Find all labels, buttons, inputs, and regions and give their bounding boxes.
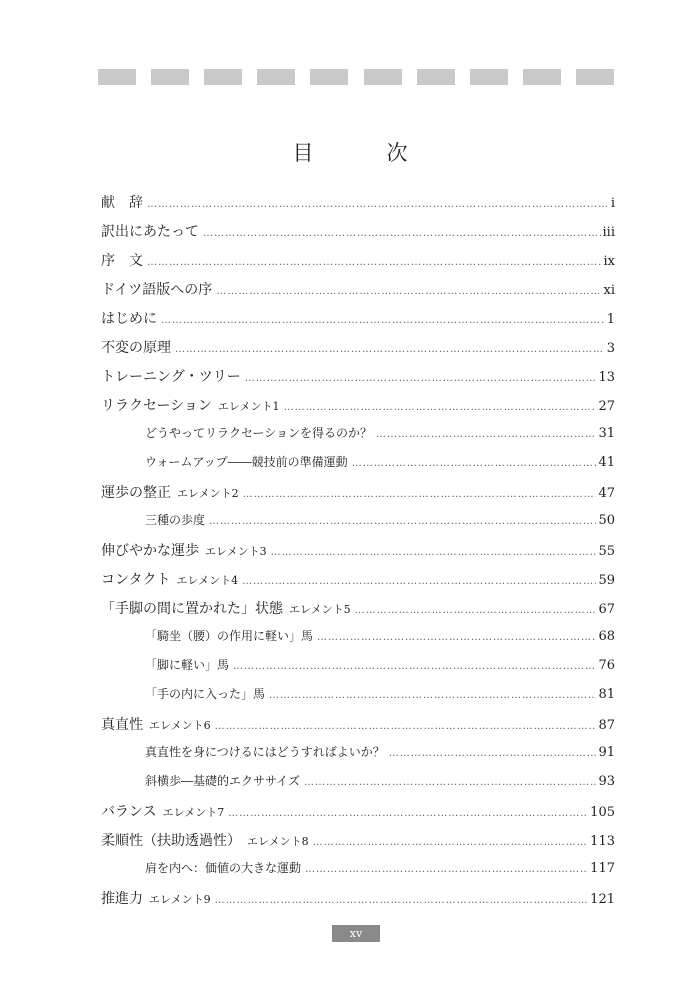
- toc-entry-element: エレメント5: [289, 603, 351, 616]
- toc-entry-title: 真直性: [101, 717, 143, 733]
- toc-entry-page: 91: [598, 745, 615, 760]
- toc-entry-page: 76: [598, 658, 615, 673]
- dot-leader: [216, 286, 601, 297]
- toc-entry: [145, 859, 615, 876]
- header-bar: [257, 69, 295, 85]
- toc-entry-page: 81: [598, 687, 615, 702]
- toc-entry: [145, 453, 615, 470]
- toc-entry-title: はじめに: [101, 311, 157, 327]
- toc-entry-element: エレメント6: [149, 719, 211, 732]
- toc-entry-title: コンタクト: [101, 572, 171, 588]
- dot-leader: [271, 547, 597, 558]
- toc-entry-title: 肩を内へ：価値の大きな運動: [145, 861, 302, 875]
- dot-leader: [161, 315, 605, 326]
- toc-entry-title: 「手脚の間に置かれた」状態: [101, 601, 283, 617]
- dot-leader: [203, 228, 601, 239]
- page-number: xv: [332, 925, 380, 942]
- dot-leader: [147, 257, 602, 268]
- toc-entry: [101, 540, 615, 560]
- toc-entry-title: どうやってリラクセーションを得るのか？: [145, 426, 373, 440]
- toc-entry-page: 3: [606, 341, 615, 356]
- toc-entry-title: トレーニング・ツリー: [101, 369, 241, 385]
- toc-entry: [101, 598, 615, 618]
- toc-entry-page: 68: [598, 629, 615, 644]
- toc-entry: [101, 337, 615, 357]
- toc-entry-page: 13: [598, 370, 615, 385]
- toc-entry: [145, 772, 615, 789]
- dot-leader: [243, 489, 597, 500]
- header-bar: [310, 69, 348, 85]
- toc-entry-title: 柔順性（扶助透過性）: [101, 833, 241, 849]
- dot-leader: [215, 895, 589, 906]
- toc-entry-page: 59: [598, 573, 615, 588]
- toc-entry-page: 55: [598, 544, 615, 559]
- toc-entry-page: 93: [598, 774, 615, 789]
- header-bar: [576, 69, 614, 85]
- toc-entry-page: xi: [603, 283, 615, 298]
- dot-leader: [376, 429, 596, 440]
- toc-entry-page: 47: [598, 486, 615, 501]
- dot-leader: [242, 576, 596, 587]
- dot-leader: [305, 864, 588, 875]
- toc-entry-page: 105: [590, 805, 615, 820]
- toc-entry-title: 序 文: [101, 253, 143, 269]
- toc-entry-title: 「脚に軽い」馬: [145, 658, 230, 672]
- toc-entry-page: 31: [598, 426, 615, 441]
- toc-entry: [101, 366, 615, 386]
- dot-leader: [215, 721, 597, 732]
- toc-entry-title: 「騎坐（腰）の作用に軽い」馬: [145, 629, 314, 643]
- toc-entry: [101, 308, 615, 328]
- toc-entry: [101, 569, 615, 589]
- toc-entry: [145, 627, 615, 644]
- toc-entry-title: 推進力: [101, 891, 143, 907]
- toc-entry-element: エレメント4: [176, 574, 239, 587]
- toc-entry-title: バランス: [101, 804, 157, 820]
- toc-entry-title: ウォームアップ――競技前の準備運動: [145, 455, 348, 469]
- toc-entry-title: 「手の内に入った」馬: [145, 687, 266, 701]
- header-bar: [364, 69, 402, 85]
- toc-entry-element: エレメント2: [177, 487, 239, 500]
- header-bar: [204, 69, 242, 85]
- toc-entry-title: 伸びやかな運歩: [101, 543, 199, 559]
- toc-entry: [145, 511, 615, 528]
- toc-entry-element: エレメント7: [162, 806, 225, 819]
- header-bar: [151, 69, 189, 85]
- toc-entry-title: 三種の歩度: [145, 513, 206, 527]
- toc-entry-page: 67: [598, 602, 615, 617]
- dot-leader: [147, 199, 609, 210]
- toc-entry-element: エレメント1: [217, 400, 280, 413]
- toc-entry-title: 運歩の整正: [101, 485, 171, 501]
- toc-entry-page: iii: [602, 225, 615, 240]
- toc-entry-element: エレメント8: [247, 835, 309, 848]
- toc-entry-title: ドイツ語版への序: [101, 282, 213, 298]
- dot-leader: [317, 632, 596, 643]
- toc-entry-page: 50: [598, 513, 615, 528]
- toc-entry: [101, 221, 615, 241]
- toc-entry-page: 87: [598, 718, 615, 733]
- toc-entry: [145, 424, 615, 441]
- toc-entry: [101, 192, 615, 212]
- toc-entry: [145, 743, 615, 760]
- header-bar: [98, 69, 136, 85]
- toc-entry: [101, 395, 615, 415]
- toc-entry: [101, 888, 615, 908]
- toc-entry-element: エレメント3: [205, 545, 267, 558]
- toc-entry-page: 121: [590, 892, 615, 907]
- toc-entry-page: 117: [590, 861, 615, 876]
- toc-entry: [101, 279, 615, 299]
- dot-leader: [284, 402, 597, 413]
- header-decoration: [98, 69, 614, 85]
- toc-entry-page: 41: [598, 455, 615, 470]
- dot-leader: [389, 748, 597, 759]
- toc-entry-page: ix: [603, 254, 615, 269]
- header-bar: [470, 69, 508, 85]
- toc-entry: [101, 250, 615, 270]
- toc-entry: [101, 482, 615, 502]
- dot-leader: [313, 837, 589, 848]
- toc-entry: [101, 801, 615, 821]
- toc-entry: [145, 685, 615, 702]
- toc-entry-title: 不変の原理: [101, 340, 171, 356]
- dot-leader: [228, 808, 588, 819]
- toc-entry: [101, 714, 615, 734]
- toc-entry-page: 27: [598, 399, 615, 414]
- toc-entry-title: リラクセーション: [101, 398, 212, 414]
- toc-entry: [145, 656, 615, 673]
- dot-leader: [269, 690, 596, 701]
- toc-entry-title: 斜横歩―基礎的エクササイズ: [145, 774, 301, 788]
- toc-entry-page: 1: [606, 312, 615, 327]
- dot-leader: [209, 516, 596, 527]
- dot-leader: [245, 373, 597, 384]
- toc-entry: [101, 830, 615, 850]
- dot-leader: [355, 605, 597, 616]
- toc-entry-page: i: [610, 196, 615, 211]
- dot-leader: [175, 344, 605, 355]
- dot-leader: [233, 661, 596, 672]
- toc-entry-title: 献 辞: [101, 195, 143, 211]
- page-title: 目 次: [292, 141, 434, 165]
- header-bar: [523, 69, 561, 85]
- toc-entry-title: 訳出にあたって: [101, 224, 199, 240]
- dot-leader: [352, 458, 597, 469]
- toc-entry-title: 真直性を身につけるにはどうすればよいか？: [145, 745, 385, 759]
- toc-entry-element: エレメント9: [149, 893, 211, 906]
- dot-leader: [304, 777, 596, 788]
- header-bar: [417, 69, 455, 85]
- toc-entry-page: 113: [590, 834, 615, 849]
